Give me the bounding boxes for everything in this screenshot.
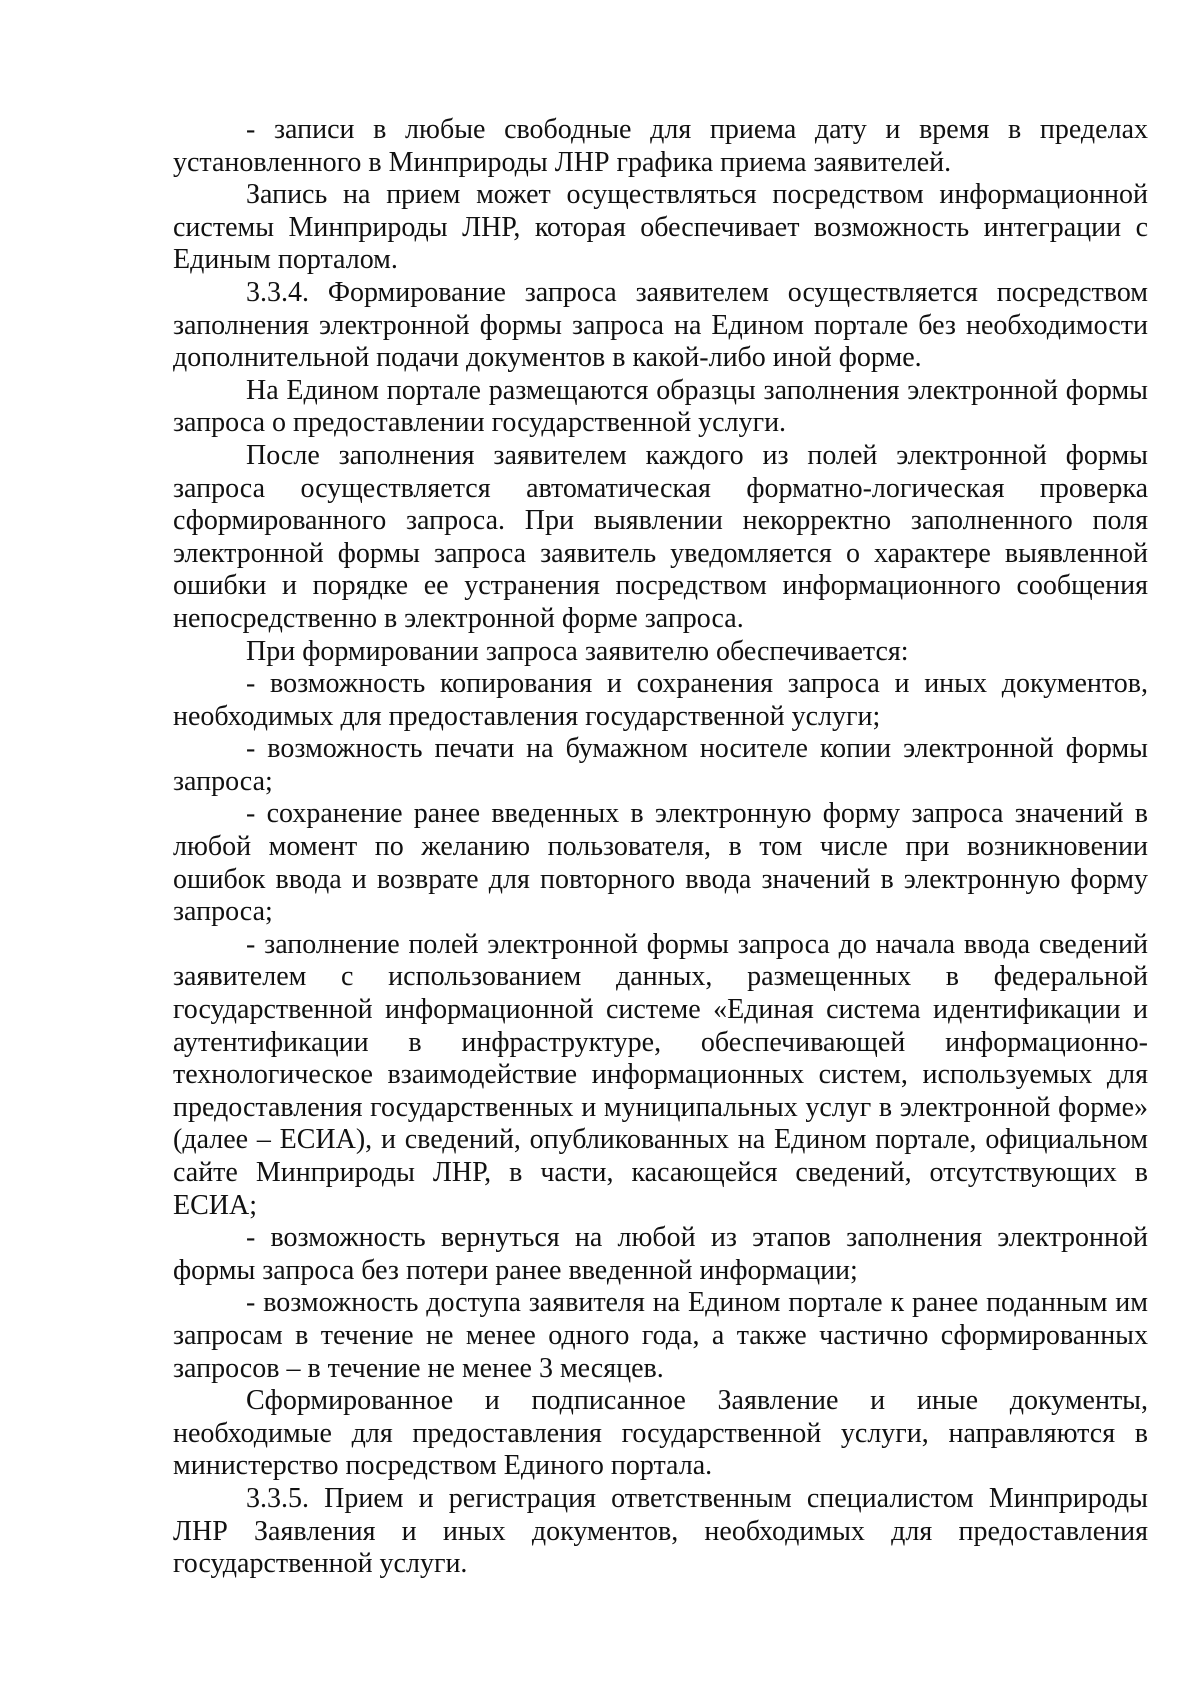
- list-item: - заполнение полей электронной формы запроса до начала ввода сведений заявителем с использованием данных, размещенных в федеральной государственной информационной системе «Единая система идентификации и аутентификации в инфраструктуре, обеспечивающей информационно-технологическое взаимодействие информационных систем, используемых для предоставления государственных и муниципальных услуг в электронной форме» (далее – ЕСИА), и сведений, опубликованных на Едином портале, официальном сайте Минприроды ЛНР, в части, касающейся сведений, отсутствующих в ЕСИА;: [173, 928, 1148, 1221]
- document-page: [173, 114, 1148, 1581]
- list-item: - возможность вернуться на любой из этапов заполнения электронной формы запроса без потери ранее введенной информации;: [173, 1222, 1148, 1286]
- paragraph: 3.3.4. Формирование запроса заявителем осуществляется посредством заполнения электронной формы запроса на Едином портале без необходимости дополнительной подачи документов в какой-либо иной форме.: [173, 276, 1148, 374]
- paragraph: 3.3.5. Прием и регистрация ответственным специалистом Минприроды ЛНР Заявления и иных документов, необходимых для предоставления государственной услуги.: [173, 1482, 1148, 1580]
- paragraph: Сформированное и подписанное Заявление и иные документы, необходимые для предоставления государственной услуги, направляются в министерство посредством Единого портала.: [173, 1385, 1148, 1482]
- list-item: - возможность печати на бумажном носителе копии электронной формы запроса;: [173, 733, 1148, 797]
- paragraph: Запись на прием может осуществляться посредством информационной системы Минприроды ЛНР, которая обеспечивает возможность интеграции с Единым порталом.: [173, 179, 1148, 276]
- paragraph: - записи в любые свободные для приема дату и время в пределах установленного в Минприроды ЛНР графика приема заявителей.: [173, 114, 1148, 178]
- list-item: - возможность доступа заявителя на Едином портале к ранее поданным им запросам в течение не менее одного года, а также частично сформированных запросов – в течение не менее 3 месяцев.: [173, 1287, 1148, 1384]
- paragraph: На Едином портале размещаются образцы заполнения электронной формы запроса о предоставлении государственной услуги.: [173, 374, 1148, 439]
- list-item: - возможность копирования и сохранения запроса и иных документов, необходимых для предоставления государственной услуги;: [173, 668, 1148, 732]
- paragraph: После заполнения заявителем каждого из полей электронной формы запроса осуществляется автоматическая форматно-логическая проверка сформированного запроса. При выявлении некорректно заполненного поля электронной формы запроса заявитель уведомляется о характере выявленной ошибки и порядке ее устранения посредством информационного сообщения непосредственно в электронной форме запроса.: [173, 439, 1148, 634]
- list-item: - сохранение ранее введенных в электронную форму запроса значений в любой момент по желанию пользователя, в том числе при возникновении ошибок ввода и возврате для повторного ввода значений в электронную форму запроса;: [173, 798, 1148, 928]
- paragraph: При формировании запроса заявителю обеспечивается:: [246, 635, 909, 667]
